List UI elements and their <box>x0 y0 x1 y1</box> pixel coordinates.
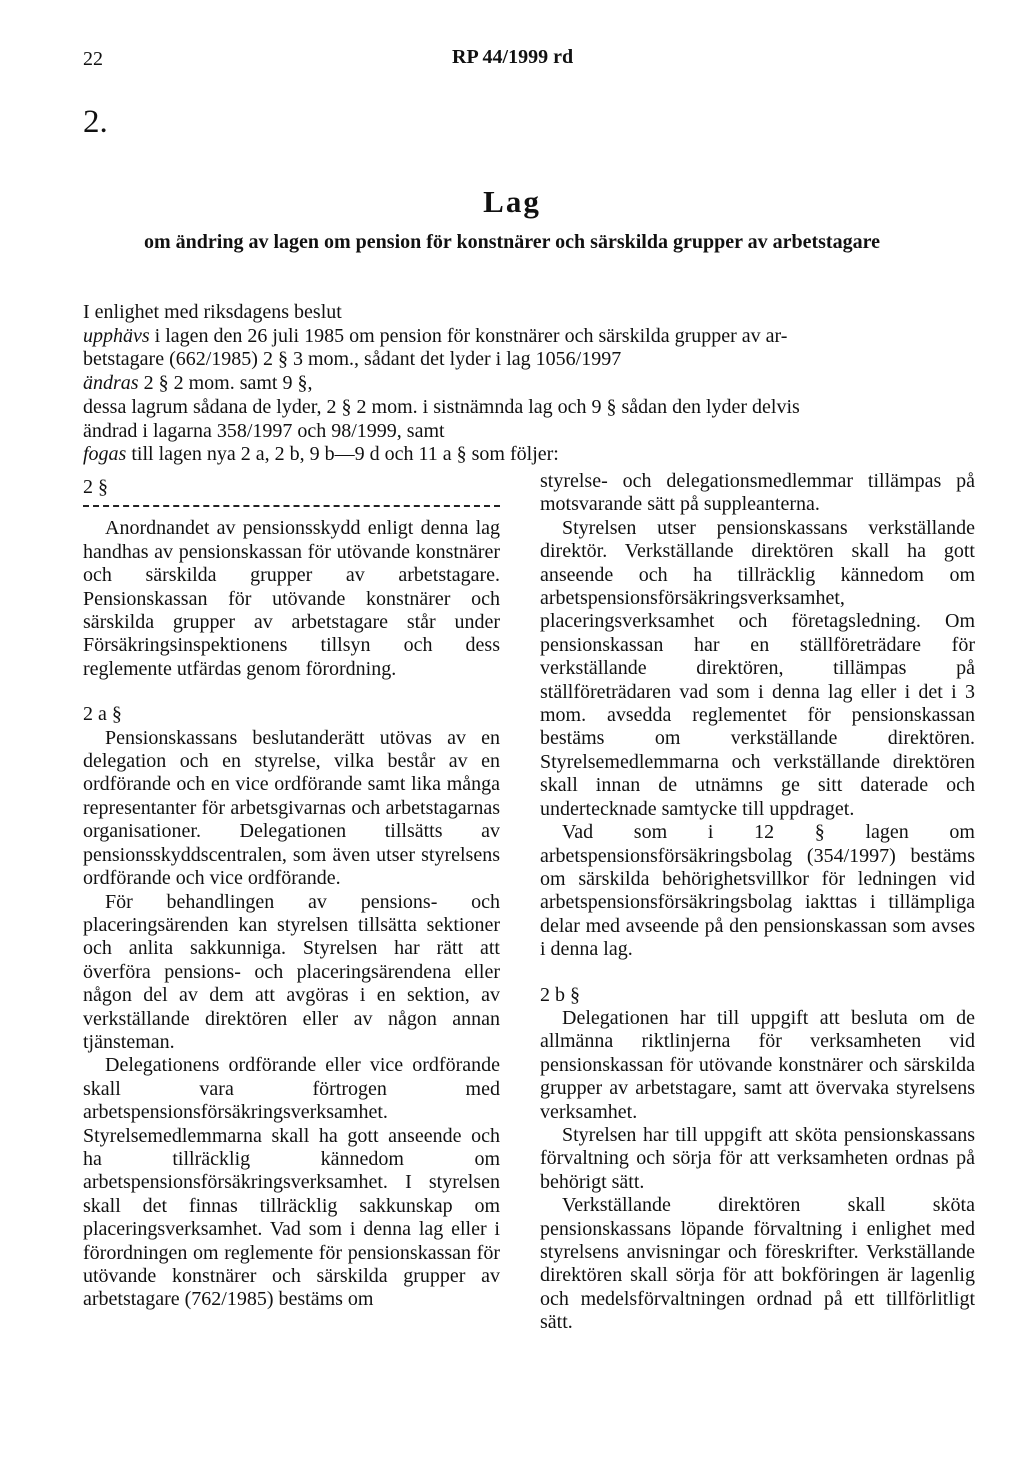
paragraph: Delegationens ordförande eller vice ordförande skall vara förtrogen med arbetspensionsförsäkringsverksamhet. Styrelsemedlemmarna skall ha gott anseende och ha tillräcklig kännedom om arbetspensionsförsäkringsverksamhet. I styrelsen skall det finnas tillräcklig sakkunskap om placeringsverksamhet. Vad som i denna lag eller i förordningen om reglemente för pensionskassan för utövande konstnärer och särskilda grupper av arbetstagare (762/1985) bestäms om <box>83 1054 500 1311</box>
paragraph: Styrelsen har till uppgift att sköta pensionskassans förvaltning och sörja för att verksamheten ordnas på behörigt sätt. <box>540 1123 975 1193</box>
right-column <box>540 470 975 1335</box>
intro-keyword: upphävs <box>83 324 150 347</box>
enacting-clause <box>83 301 983 467</box>
omission-dash-line <box>83 505 500 507</box>
intro-text: till lagen nya 2 a, 2 b, 9 b—9 d och 11 a § som följer: <box>126 443 559 466</box>
law-subtitle: om ändring av lagen om pension för konstnärer och särskilda grupper av arbetstagare <box>144 231 880 253</box>
paragraph: Vad som i 12 § lagen om arbetspensionsförsäkringsbolag (354/1997) bestäms om särskilda behörighetsvillkor för ledningen vid arbetspensionsförsäkringsbolag iakttas i tillämpliga delar med avseende på den pensionskassan som avses i denna lag. <box>540 821 975 961</box>
paragraph: styrelse- och delegationsmedlemmar tillämpas på motsvarande sätt på suppleanterna. <box>540 470 975 516</box>
law-title: Lag <box>483 184 541 219</box>
intro-line: betstagare (662/1985) 2 § 3 mom., sådant det lyder i lag 1056/1997 <box>83 348 622 371</box>
paragraph: Styrelsen utser pensionskassans verkställande direktör. Verkställande direktören skall ha gott anseende och ha tillräcklig kännedom om arbetspensionsförsäkringsverksamhet, placeringsverksamhet och företagsledning. Om pensionskassan har en ställföreträdare för verkställande direktören, tillämpas på ställföreträdaren vad som i denna lag eller i det i 3 mom. avsedda reglementet för pensionskassan bestäms om verkställande direktören. Styrelsemedlemmarna och verkställande direktören skall innan de utnämns ge sitt daterade och undertecknade samtycke till uppdraget. <box>540 516 975 820</box>
intro-line: ändrad i lagarna 358/1997 och 98/1999, samt <box>83 419 445 442</box>
section-heading-2b: 2 b § <box>540 983 580 1006</box>
paragraph: Delegationen har till uppgift att besluta om de allmänna riktlinjerna för verksamheten vid pensionskassan för utövande konstnärer och särskilda grupper av arbetstagare, samt att övervaka styrelsens verksamhet. <box>540 1006 975 1123</box>
intro-text: i lagen den 26 juli 1985 om pension för konstnärer och särskilda grupper av ar- <box>149 324 788 347</box>
running-head: RP 44/1999 rd <box>452 46 574 68</box>
intro-text: 2 § 2 mom. samt 9 §, <box>138 372 313 395</box>
intro-line <box>83 325 983 349</box>
page-number: 22 <box>83 48 103 70</box>
intro-line: I enlighet med riksdagens beslut <box>83 301 342 323</box>
paragraph: För behandlingen av pensions- och placeringsärenden kan styrelsen tillsätta sektioner och anlita sakkunniga. Styrelsen har rätt att överföra pensions- och placeringsärendena eller någon del av dem att avgöras i en sektion, av verkställande direktören eller av någon annan tjänsteman. <box>83 890 500 1053</box>
left-column <box>83 476 500 1312</box>
paragraph: Anordnandet av pensionsskydd enligt denna lag handhas av pensionskassan för utövande konstnärer och särskilda grupper av arbetstagare. Pensionskassan för utövande konstnärer och särskilda grupper av arbetstagare står under Försäkringsinspektionens tillsyn och dess reglemente utfärdas genom förordning. <box>83 517 500 680</box>
intro-line: dessa lagrum sådana de lyder, 2 § 2 mom. i sistnämnda lag och 9 § sådan den lyder delvis <box>83 395 800 418</box>
section-number: 2. <box>83 104 108 140</box>
intro-line <box>83 443 983 467</box>
intro-line <box>83 372 983 396</box>
paragraph: Pensionskassans beslutanderätt utövas av en delegation och en styrelse, vilka består av en ordförande och en vice ordförande samt lika många representanter för arbetsgivarnas och arbetstagarnas organisationer. Delegationen tillsätts av pensionsskyddscentralen, som även utser styrelsens ordförande och vice ordförande. <box>83 726 500 890</box>
section-heading-2: 2 § <box>83 476 108 498</box>
paragraph: Verkställande direktören skall sköta pensionskassans löpande förvaltning i enlighet med styrelsens anvisningar och föreskrifter. Verkställande direktören skall sörja för att bokföringen är lagenlig och medelsförvaltningen ordnad på ett tillförlitligt sätt. <box>540 1194 975 1334</box>
intro-keyword: fogas <box>83 443 127 466</box>
intro-keyword: ändras <box>83 372 139 395</box>
section-heading-2a: 2 a § <box>83 703 122 726</box>
